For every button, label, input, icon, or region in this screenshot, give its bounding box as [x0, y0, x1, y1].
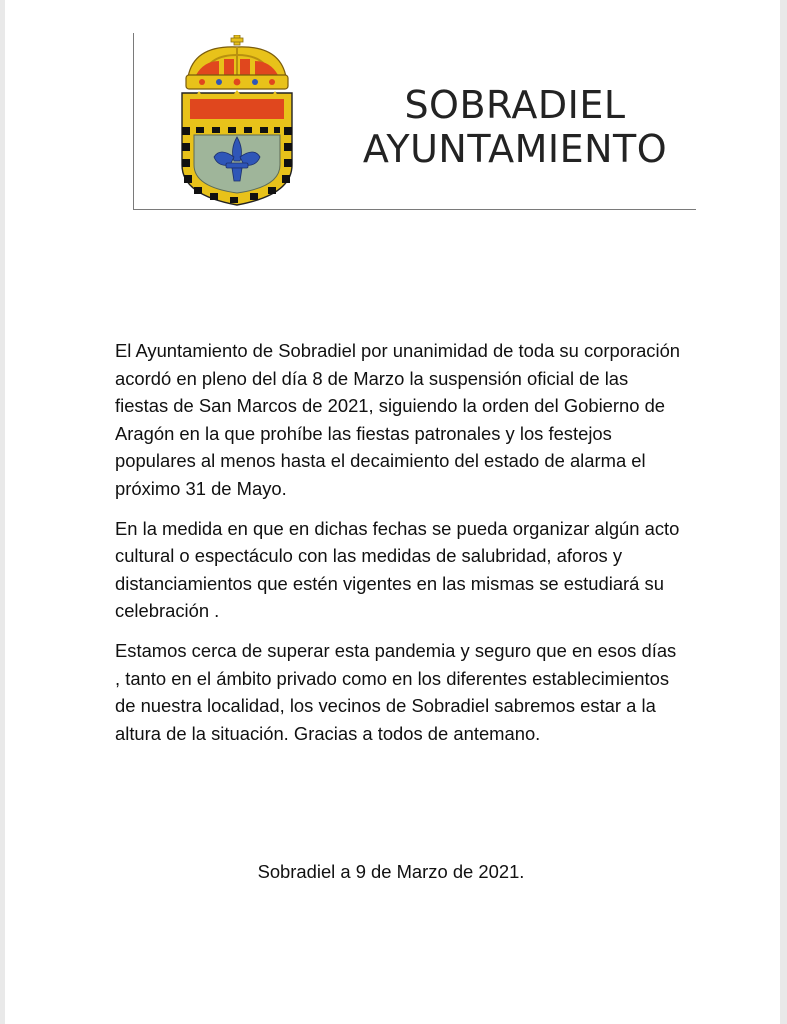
- paragraph-3: Estamos cerca de superar esta pandemia y seguro que en esos días , tanto en el ámbito privado como en los diferentes establecimientos de nuestra localidad, los vecinos de Sobradiel sabremos estar a la altura de la situación. Gracias a todos de antemano.: [115, 639, 677, 744]
- document-page: [5, 0, 780, 1024]
- letterhead-line-2: AYUNTAMIENTO: [362, 127, 668, 171]
- municipal-coat-of-arms-icon: [174, 35, 300, 207]
- announcement-body: [115, 337, 685, 759]
- place-and-date: Sobradiel a 9 de Marzo de 2021.: [257, 861, 525, 882]
- letterhead-line-1: SOBRADIEL: [404, 83, 626, 127]
- organization-name: [330, 83, 700, 171]
- paragraph-1: El Ayuntamiento de Sobradiel por unanimidad de toda su corporación acordó en pleno del día 8 de Marzo la suspensión oficial de las fiestas de San Marcos de 2021, siguiendo la orden del Gobierno de Aragón en la que prohíbe las fiestas patronales y los festejos populares al menos hasta el decaimiento del estado de alarma el próximo 31 de Mayo.: [115, 340, 681, 499]
- paragraph-2: En la medida en que en dichas fechas se pueda organizar algún acto cultural o espectáculo con las medidas de salubridad, aforos y distanciamientos que estén vigentes en las mismas se estudiará su celebración .: [115, 517, 680, 622]
- letterhead: [133, 33, 696, 210]
